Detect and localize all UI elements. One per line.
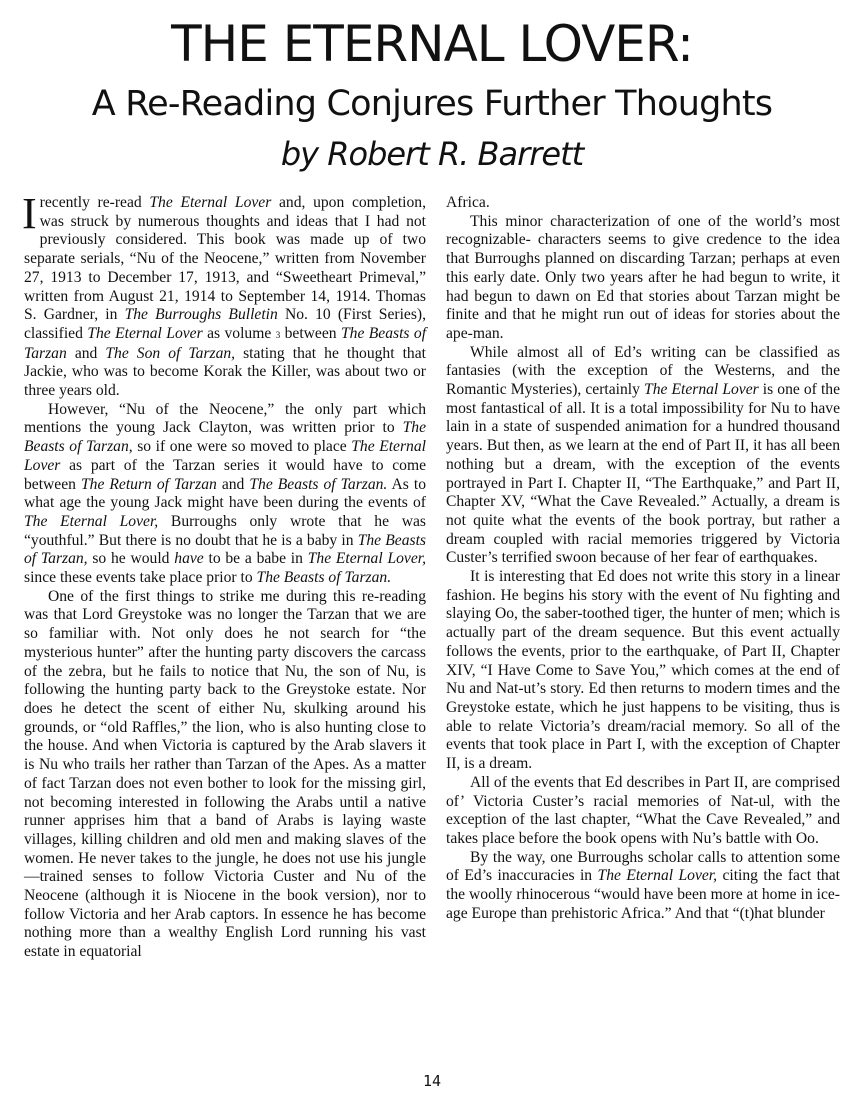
text-run: since these events take place prior to bbox=[24, 569, 257, 587]
book-title: The Burroughs Bulletin bbox=[124, 306, 278, 324]
text-run: However, “Nu of the Neocene,” the only part which mentions the young Jack Clayton, was written prior to bbox=[24, 400, 426, 437]
text-run: as volume bbox=[202, 324, 276, 342]
text-run: citing the fact that the woolly rhinocerous “would have been more at home in ice-age Europe than prehistoric Africa.” And that “(t)hat blunder bbox=[446, 867, 840, 922]
book-title: The Eternal Lover bbox=[149, 194, 272, 211]
text-run: and, upon completion, was struck by numerous thoughts and ideas that I had not previously considered. This book was made up of two separate serials, “Nu of the Neocene,” written from November 27, 1913 to December 17, 1913, and “Sweetheart Primeval,” written from August 21, 1914 to September 14, 1914. Thomas S. Gardner, in bbox=[24, 194, 426, 324]
text-run: No. 10 (First Series), classified bbox=[24, 306, 426, 342]
book-title: The Eternal Lover bbox=[87, 324, 203, 342]
paragraph-4: This minor characterization of one of the world’s most recognizable- characters seems to give credence to the idea that Burroughs planned on discarding Tarzan; perhaps at even this early date. Only two years after he had begun to write, it had begun to dawn on Ed that stories about Tarzan might be finite and that he might run out of ideas for stories about the ape-man. bbox=[446, 212, 840, 342]
text-run: While almost all of Ed’s writing can be classified as fantasies (with the exception of the Westerns, and the Romantic Mysteries), certainly bbox=[446, 343, 840, 399]
text-run: as part of the Tarzan series it would have to come between bbox=[24, 456, 426, 493]
text-run: and bbox=[216, 475, 250, 493]
text-run: As to what age the young Jack might have been during the events of bbox=[24, 475, 426, 512]
book-title: The Beasts of Tarzan. bbox=[249, 475, 388, 493]
article-byline: by Robert R. Barrett bbox=[280, 135, 584, 173]
drop-cap: I bbox=[22, 189, 37, 238]
text-run: By the way, one Burroughs scholar calls to attention some of Ed’s inaccuracies in bbox=[446, 848, 840, 885]
paragraph-2 bbox=[24, 401, 426, 588]
text-run: so he would bbox=[87, 550, 175, 568]
paragraph-6: It is interesting that Ed does not write this story in a linear fashion. He begins his story with the event of Nu fighting and slaying Oo, the saber-toothed tiger, the hunter of men; which is actually part of the dream sequence. But this event actually follows the events, prior to the earthquake, of Part II, Chapter XIV, “I Have Come to Save You,” which comes at the end of Nu and Nat-ut’s story. Ed then returns to modern times and the Greystoke estate, which he just happens to be visiting, thus is able to relate Victoria’s dream/racial memory. So all of the events that took place in Part I, with the exception of Chapter II, is a dream. bbox=[446, 568, 841, 773]
article-subtitle: A Re-Reading Conjures Further Thoughts bbox=[91, 84, 773, 124]
paragraph-8 bbox=[446, 849, 840, 924]
book-title: The Eternal Lover bbox=[24, 438, 426, 474]
book-title: The Beasts of Tarzan, bbox=[24, 419, 426, 456]
text-run: and bbox=[66, 344, 106, 362]
book-title: The Eternal Lover, bbox=[307, 550, 426, 568]
page-number: 14 bbox=[422, 1072, 442, 1090]
book-title: The Eternal Lover bbox=[644, 381, 759, 399]
text-run: to be a babe in bbox=[203, 550, 308, 568]
paragraph-5 bbox=[446, 344, 840, 568]
paragraph-1 bbox=[22, 189, 427, 401]
text-run: between bbox=[280, 324, 341, 342]
book-title: The Beasts of Tarzan. bbox=[256, 569, 392, 587]
paragraph-7: All of the events that Ed describes in Part II, are comprised of’ Victoria Custer’s racial memories of Nat-ul, with the exception of the last chapter, “What the Cave Revealed,” and takes place before the book opens with Nu’s battle with Oo. bbox=[446, 773, 840, 847]
text-run: stating that he thought that Jackie, who was to become Korak the Killer, was about two or three years old. bbox=[24, 344, 426, 400]
text-run: recently re-read bbox=[39, 194, 150, 211]
emphasis: have bbox=[174, 550, 204, 568]
book-title: The Beasts of Tarzan, bbox=[24, 531, 426, 568]
left-column bbox=[22, 189, 427, 962]
book-title: The Eternal Lover, bbox=[24, 512, 159, 530]
text-run: so if one were so moved to place bbox=[132, 438, 352, 456]
book-title: The Beasts of Tarzan bbox=[24, 324, 427, 362]
text-run: is one of the most fantastical of all. It is a total impossibility for Nu to have lain in a state of suspended animation for a hundred thousand years. But then, as we learn at the end of Part II, it has all been nothing but a dream, with the exception of the events portrayed in Part I. Chapter II, “The Earthquake,” and Part II, Chapter XV, “What the Cave Revealed.” Actually, a dream is not quite what the events of the book portray, but rather a dream coupled with racial memories triggered by Victoria Custer’s terrified swoon because of her fear of earthquakes. bbox=[446, 381, 840, 567]
text-run: Burroughs only wrote that he was “youthful.” But there is no doubt that he is a baby in bbox=[24, 512, 427, 549]
superscript-mark: 3 bbox=[275, 329, 281, 340]
right-column bbox=[446, 194, 840, 923]
book-title: The Son of Tarzan, bbox=[105, 344, 236, 362]
paragraph-3: One of the first things to strike me during this re-reading was that Lord Greystoke was no longer the Tarzan that we are so familiar with. Not only does he not search for “the mysterious hunter” after the hunting party discovers the carcass of the zebra, but he fails to notice that Nu, the son of Nu, is following the hunting party back to the Greystoke estate. Nor does he detect the scent of either Nu, skulking around his grounds, or “old Raffles,” the lion, who is also hunting close to the house. And when Victoria is captured by the Arab slavers it is Nu who trails her rather than Tarzan of the Apes. As a matter of fact Tarzan does not even bother to look for the missing girl, not becoming interested in following the Arabs until a native runner apprises him that a band of Arabs is laying waste villages, killing children and old men and making slaves of the women. He never takes to the jungle, he does not use his jungle—trained senses to follow Victoria Custer and Nu of the Neocene (although it is Niocene in the book version), nor to follow Victoria and her Arab captors. In essence he has become nothing more than a wealthy English Lord running his vast estate in equatorial bbox=[24, 587, 426, 961]
article-title: THE ETERNAL LOVER: bbox=[171, 15, 693, 73]
paragraph-continuation: Africa. bbox=[446, 194, 490, 211]
book-title: The Eternal Lover, bbox=[597, 867, 718, 885]
book-title: The Return of Tarzan bbox=[80, 475, 217, 493]
